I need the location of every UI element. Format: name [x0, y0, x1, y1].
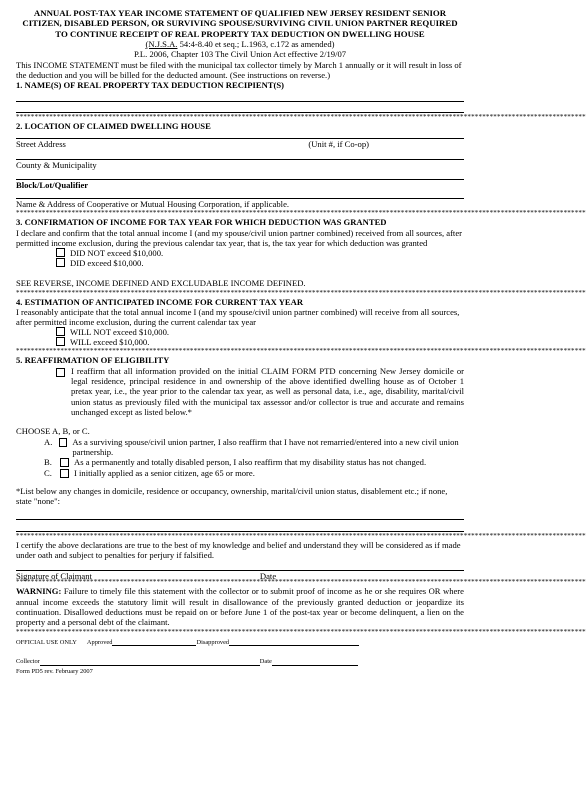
section3-body: I declare and confirm that the total annual income I (and my spouse/civil union partner combined) received from all sources, after permitted income exclusion, during the previous calendar tax year, that is, the tax year for which deduction was granted	[16, 227, 462, 248]
official-use-row	[16, 639, 464, 647]
certification-text: I certify the above declarations are true to the best of my knowledge and belief and understand they will be considered as if made under oath and subject to penalties for perjury if falsified.	[16, 539, 461, 560]
collector-date-label: Date	[259, 658, 272, 666]
will-exceed-checkbox[interactable]	[56, 337, 65, 346]
collector-field[interactable]	[40, 659, 260, 666]
star-divider: **********************************************************************************************************************************************************	[16, 347, 586, 356]
star-divider: **********************************************************************************************************************************************************	[16, 531, 586, 540]
collector-label: Collector	[16, 658, 40, 666]
reaffirm-checkbox[interactable]	[56, 368, 65, 377]
date-label: Date	[259, 571, 277, 582]
street-address-label: Street Address	[16, 139, 66, 149]
did-not-exceed-label: DID NOT exceed $10,000.	[70, 248, 164, 259]
choice-a-text: As a surviving spouse/civil union partner, I also reaffirm that I have not remarried/entered into a new civil union partnership.	[72, 436, 459, 457]
statute-reference	[16, 39, 464, 49]
section3-heading: 3. CONFIRMATION OF INCOME FOR TAX YEAR FOR WHICH DEDUCTION WAS GRANTED	[16, 217, 387, 228]
coop-label: Name & Address of Cooperative or Mutual Housing Corporation, if applicable.	[16, 198, 290, 209]
form-title: ANNUAL POST-TAX YEAR INCOME STATEMENT OF QUALIFIED NEW JERSEY RESIDENT SENIOR CITIZEN, DISABLED PERSON, OR SURVIVING SPOUSE/SURVIVING CIVIL UNION PARTNER REQUIRED TO CONTINUE RECEIPT OF REAL PROPERTY TAX DEDUCTION ON DWELLING HOUSE	[22, 8, 458, 39]
warning-label: WARNING:	[16, 586, 62, 597]
statute-prefix: (N.J.S.A.	[145, 39, 178, 50]
section1-heading: 1. NAME(S) OF REAL PROPERTY TAX DEDUCTION RECIPIENT(S)	[16, 80, 285, 91]
form-number: Form PD5 rev. February 2007	[16, 668, 93, 676]
star-divider: **********************************************************************************************************************************************************	[16, 288, 586, 297]
changes-note: *List below any changes in domicile, residence or occupancy, ownership, marital/civil union status, disablement etc.; if none, state "none":	[16, 485, 448, 507]
warning-text: Failure to timely file this statement with the collector or to submit proof of income as he or she requires OR where annual income exceeds the statutory limit will result in disallowance of the previously granted deduction or jeopardize its continuation. Disallowed deductions must be repaid on or before June 1 of the post-tax year or become delinquent, a lien on the property and a personal debt of the claimant.	[16, 586, 464, 628]
intro-text: This INCOME STATEMENT must be filed with the municipal tax collector timely by March 1 annually or it will result in loss of the deduction and you will be billed for the deducted amount. (See instructions on reverse.)	[16, 59, 462, 81]
choice-letter: B.	[44, 457, 52, 468]
did-exceed-checkbox[interactable]	[56, 258, 65, 267]
signature-label: Signature of Claimant	[16, 571, 92, 582]
section2-heading: 2. LOCATION OF CLAIMED DWELLING HOUSE	[16, 120, 211, 131]
choice-c-text: I initially applied as a senior citizen, age 65 or more.	[74, 467, 255, 478]
income-statement-form	[16, 8, 586, 676]
collector-date-field[interactable]	[272, 659, 358, 666]
unit-label: (Unit #, if Co-op)	[308, 139, 369, 149]
statute-rest: 54:4-8.40 et seq.; L.1963, c.172 as amended)	[177, 39, 335, 50]
disapproved-field[interactable]	[229, 639, 359, 646]
star-divider: **********************************************************************************************************************************************************	[16, 578, 586, 587]
did-exceed-label: DID exceed $10,000.	[70, 258, 144, 269]
choice-a-checkbox[interactable]	[59, 438, 67, 447]
will-not-exceed-checkbox[interactable]	[56, 327, 65, 336]
civil-union-act: P.L. 2006, Chapter 103 The Civil Union Act effective 2/19/07	[133, 49, 347, 60]
section5-heading: 5. REAFFIRMATION OF ELIGIBILITY	[16, 355, 170, 366]
official-use-label: OFFICIAL USE ONLY	[16, 638, 77, 646]
choice-letter: A.	[44, 436, 53, 447]
choice-c-checkbox[interactable]	[60, 469, 69, 478]
county-municipality-label: County & Municipality	[16, 160, 97, 171]
choice-letter: C.	[44, 467, 52, 478]
will-not-exceed-label: WILL NOT exceed $10,000.	[70, 327, 170, 338]
block-lot-label: Block/Lot/Qualifier	[16, 179, 89, 190]
choice-b-checkbox[interactable]	[60, 458, 69, 467]
choose-label: CHOOSE A, B, or C.	[16, 426, 90, 437]
income-defined-note: SEE REVERSE, INCOME DEFINED AND EXCLUDABLE INCOME DEFINED.	[16, 278, 306, 289]
approved-field[interactable]	[112, 639, 196, 646]
disapproved-label: Disapproved	[196, 638, 230, 646]
did-not-exceed-checkbox[interactable]	[56, 248, 65, 257]
will-exceed-label: WILL exceed $10,000.	[70, 337, 150, 348]
section4-body: I reasonably anticipate that the total annual income I (and my spouse/civil union partner combined) will receive from all sources, after permitted income exclusion, during the current calendar tax year	[16, 306, 460, 328]
approved-label: Approved	[86, 638, 113, 646]
warning-paragraph	[16, 586, 464, 627]
star-divider: **********************************************************************************************************************************************************	[16, 209, 586, 218]
star-divider: **********************************************************************************************************************************************************	[16, 112, 586, 121]
section4-heading: 4. ESTIMATION OF ANTICIPATED INCOME FOR CURRENT TAX YEAR	[16, 296, 304, 307]
star-divider: **********************************************************************************************************************************************************	[16, 627, 586, 636]
collector-row	[16, 658, 464, 666]
choice-b-text: As a permanently and totally disabled person, I also reaffirm that my disability status has not changed.	[74, 457, 427, 468]
reaffirm-text: I reaffirm that all information provided on the initial CLAIM FORM PTD concerning New Jersey domicile or legal residence, principal residence in and ownership of the above identified dwelling house as of October 1 pretax year, i.e., the year prior to the calendar tax year, as well as personal data, i.e., age, disability, marital/civil union status as previously filed with the municipal tax assessor and/or collector is true and accurate and remains unchanged except as listed below.*	[71, 365, 464, 417]
